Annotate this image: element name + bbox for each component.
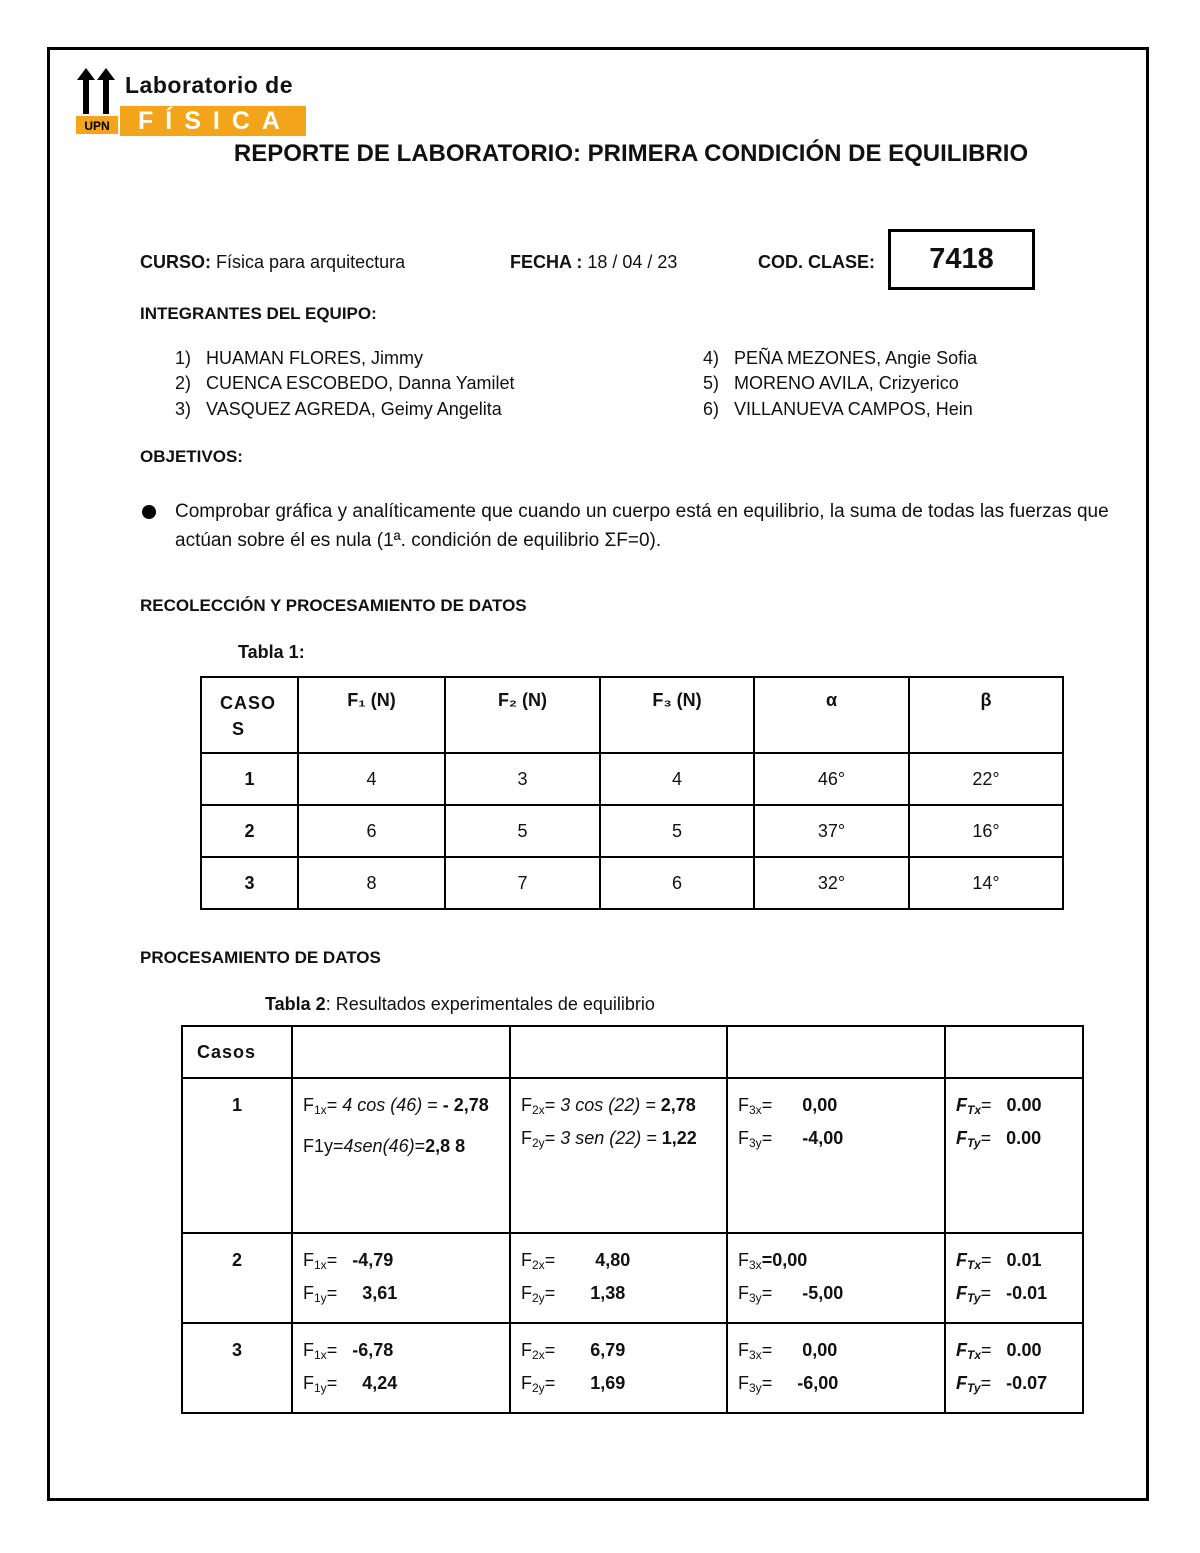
f1-cell: $F_{1x}= 4$ cos (46) = - 2,78 F1y=4sen(46)=2,8 8 <box>292 1078 510 1233</box>
table-cell: 14° <box>909 857 1063 909</box>
header-empty <box>727 1026 945 1078</box>
table-cell: 46° <box>754 753 909 805</box>
f1-cell: $F_{1x}= -4,79$ $F_{1y}=$ 3,61 <box>292 1233 510 1323</box>
logo-org-text: UPN <box>84 119 110 133</box>
f1-cell: $F_{1x}= -6,78$ $F_{1y}=$ 4,24 <box>292 1323 510 1413</box>
f2-cell: $F_{2x}= 3$ cos (22) = 2,78 $F_{2y}= 3$ sen (22) = 1,22 <box>510 1078 727 1233</box>
ft-cell: $F_{Tx}= 0.01$ $F_{Ty}= -0.01$ <box>945 1233 1083 1323</box>
table-row <box>182 1078 1083 1233</box>
table1 <box>200 676 1064 910</box>
cod-clase-value: 7418 <box>888 229 1035 290</box>
member-number: 2) <box>175 373 192 393</box>
table-header-row <box>182 1026 1083 1078</box>
table-cell: 22° <box>909 753 1063 805</box>
case-number: 2 <box>182 1233 292 1323</box>
cod-clase-label: COD. CLASE: <box>758 252 875 272</box>
ft-cell: $F_{Tx}= 0.00$ $F_{Ty}= -0.07$ <box>945 1323 1083 1413</box>
member-name: MORENO AVILA, Crizyerico <box>734 373 959 393</box>
logo-line2: FÍSICA <box>120 106 306 136</box>
table-cell: 3 <box>201 857 298 909</box>
member-number: 4) <box>703 348 720 368</box>
member-name: VILLANUEVA CAMPOS, Hein <box>734 399 973 419</box>
section-heading: RECOLECCIÓN Y PROCESAMIENTO DE DATOS <box>140 596 527 615</box>
table-cell: 6 <box>298 805 445 857</box>
header-f2: F₂ (N) <box>445 677 600 753</box>
table1-caption: Tabla 1: <box>238 642 305 662</box>
member-item <box>175 399 502 420</box>
member-number: 5) <box>703 373 720 393</box>
table-row <box>201 805 1063 857</box>
member-name: HUAMAN FLORES, Jimmy <box>206 348 424 368</box>
table2-caption-text: : Resultados experimentales de equilibrio <box>325 994 655 1014</box>
member-item <box>703 399 973 420</box>
curso-label: CURSO: <box>140 252 211 272</box>
objectives-heading: OBJETIVOS: <box>140 447 243 466</box>
header-empty <box>945 1026 1083 1078</box>
objective-text: Comprobar gráfica y analíticamente que cuando un cuerpo está en equilibrio, la suma de todas las fuerzas que actúan sobre él es nula (1ª. condición de equilibrio ΣF=0). <box>175 501 1109 551</box>
header-casos: Casos <box>182 1026 292 1078</box>
table2 <box>181 1025 1084 1414</box>
table-row <box>201 753 1063 805</box>
header-alpha: α <box>754 677 909 753</box>
bullet-icon <box>142 505 156 519</box>
table-header-row <box>201 677 1063 753</box>
header-beta: β <box>909 677 1063 753</box>
curso-value: Física para arquitectura <box>216 252 406 272</box>
f3-cell: $F_{3x}=$ 0,00 $F_{3y}=$ -6,00 <box>727 1323 945 1413</box>
member-number: 1) <box>175 348 192 368</box>
member-name: VASQUEZ AGREDA, Geimy Angelita <box>206 399 502 419</box>
table-cell: 5 <box>600 805 754 857</box>
table-cell: 6 <box>600 857 754 909</box>
table2-caption <box>265 994 655 1015</box>
table-row <box>182 1323 1083 1413</box>
table-cell: 2 <box>201 805 298 857</box>
logo-line1: Laboratorio de <box>125 72 294 98</box>
table-cell: 3 <box>445 753 600 805</box>
section-heading: PROCESAMIENTO DE DATOS <box>140 948 381 967</box>
member-number: 3) <box>175 399 192 419</box>
f3-cell: $F_{3x}=0,00$ $F_{3y}=$ -5,00 <box>727 1233 945 1323</box>
header-empty <box>510 1026 727 1078</box>
member-name: PEÑA MEZONES, Angie Sofia <box>734 348 978 368</box>
table-cell: 5 <box>445 805 600 857</box>
table-cell: 4 <box>600 753 754 805</box>
table-cell: 4 <box>298 753 445 805</box>
header-casos: CASO S <box>201 677 298 753</box>
fecha-label: FECHA : <box>510 252 583 272</box>
f2-cell: $F_{2x}=$ 4,80 $F_{2y}=$ 1,38 <box>510 1233 727 1323</box>
curso-field <box>140 252 405 273</box>
header-f3: F₃ (N) <box>600 677 754 753</box>
member-item <box>175 348 423 369</box>
table-cell: 8 <box>298 857 445 909</box>
header-empty <box>292 1026 510 1078</box>
table-cell: 37° <box>754 805 909 857</box>
table-cell: 32° <box>754 857 909 909</box>
header-f1: F₁ (N) <box>298 677 445 753</box>
table-row <box>201 857 1063 909</box>
table-row <box>182 1233 1083 1323</box>
member-item <box>175 373 514 394</box>
member-item <box>703 348 977 369</box>
member-item <box>703 373 959 394</box>
upn-logo-icon <box>76 66 118 134</box>
ft-cell: $F_{Tx}= 0.00$ $F_{Ty}= 0.00$ <box>945 1078 1083 1233</box>
case-number: 3 <box>182 1323 292 1413</box>
member-number: 6) <box>703 399 720 419</box>
page-title: REPORTE DE LABORATORIO: PRIMERA CONDICIÓN DE EQUILIBRIO <box>233 140 1029 167</box>
f3-cell: $F_{3x}=$ 0,00 $F_{3y}=$ -4,00 <box>727 1078 945 1233</box>
fecha-field <box>510 252 677 273</box>
table-cell: 1 <box>201 753 298 805</box>
f2-cell: $F_{2x}=$ 6,79 $F_{2y}=$ 1,69 <box>510 1323 727 1413</box>
table-cell: 16° <box>909 805 1063 857</box>
team-heading: INTEGRANTES DEL EQUIPO: <box>140 304 377 323</box>
member-name: CUENCA ESCOBEDO, Danna Yamilet <box>206 373 515 393</box>
table-cell: 7 <box>445 857 600 909</box>
table2-caption-label: Tabla 2 <box>265 994 326 1014</box>
case-number: 1 <box>182 1078 292 1233</box>
fecha-value: 18 / 04 / 23 <box>587 252 678 272</box>
